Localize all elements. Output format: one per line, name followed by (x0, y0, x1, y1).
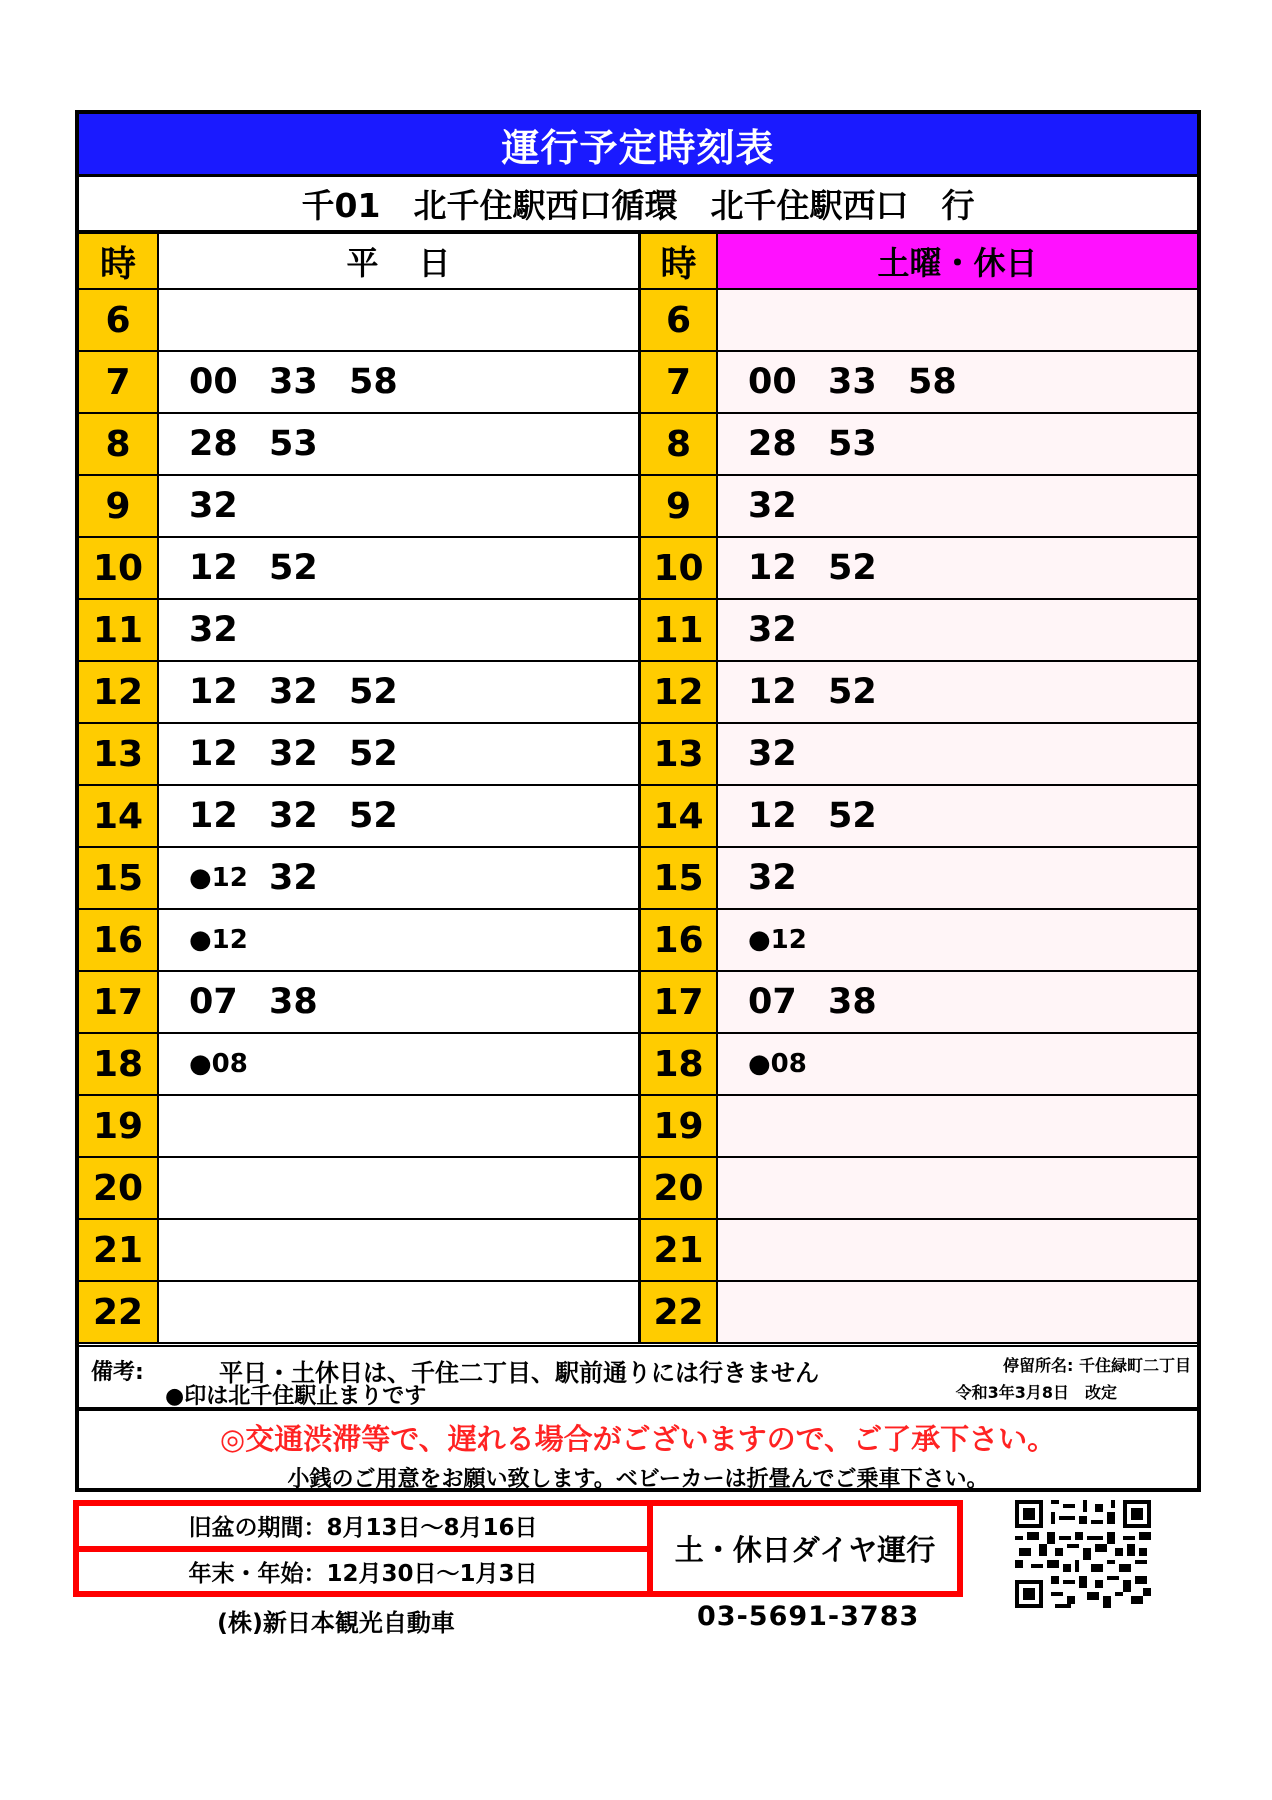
hour-cell: 13 (638, 724, 716, 786)
departure-time: 28 (189, 424, 238, 464)
table-row (79, 972, 1197, 1034)
hour-cell: 16 (638, 910, 716, 972)
hour-cell: 7 (79, 352, 157, 414)
hour-cell: 8 (638, 414, 716, 476)
holiday-times-cell (716, 414, 1197, 476)
hour-cell: 15 (638, 848, 716, 910)
timetable (79, 230, 1197, 1344)
departure-time: 32 (748, 486, 797, 526)
company-name: (株)新日本観光自動車 (217, 1609, 455, 1637)
hour-cell: 20 (79, 1158, 157, 1220)
weekday-times-cell (157, 352, 638, 414)
hour-cell: 9 (79, 476, 157, 538)
departure-time: ●12 (748, 925, 807, 955)
departure-time: 32 (269, 672, 318, 712)
departure-time: 12 (189, 548, 238, 588)
holiday-times-cell (716, 662, 1197, 724)
hour-cell: 7 (638, 352, 716, 414)
hour-cell: 18 (79, 1034, 157, 1096)
departure-time: 32 (269, 796, 318, 836)
departure-time: ●12 (189, 863, 248, 893)
holiday-times-cell (716, 1158, 1197, 1220)
weekday-times-cell (157, 538, 638, 600)
weekday-times-cell (157, 290, 638, 352)
departure-time: 52 (828, 672, 877, 712)
table-row (79, 1158, 1197, 1220)
notes-label: 備考: (91, 1360, 144, 1385)
departure-time: 52 (349, 734, 398, 774)
hour-cell: 21 (638, 1220, 716, 1282)
hour-cell: 17 (79, 972, 157, 1034)
weekday-times-cell (157, 1034, 638, 1096)
hour-cell: 10 (79, 538, 157, 600)
holiday-times-cell (716, 600, 1197, 662)
departure-time: 32 (748, 734, 797, 774)
weekday-times-cell (157, 724, 638, 786)
hour-cell: 9 (638, 476, 716, 538)
footer-message (79, 1407, 1197, 1492)
table-row (79, 786, 1197, 848)
departure-time: 52 (269, 548, 318, 588)
departure-time: 58 (908, 362, 957, 402)
notes (79, 1345, 1197, 1407)
hour-cell: 18 (638, 1034, 716, 1096)
revision-date: 令和3年3月8日 改定 (955, 1383, 1117, 1402)
departure-time: 32 (748, 610, 797, 650)
table-row (79, 538, 1197, 600)
table-row (79, 290, 1197, 352)
hour-cell: 22 (79, 1282, 157, 1344)
holiday-times-cell (716, 476, 1197, 538)
holiday-schedule-note: 土・休日ダイヤ運行 (647, 1506, 957, 1591)
departure-time: ●08 (748, 1049, 807, 1079)
holiday-times-cell (716, 538, 1197, 600)
route-name: 千01 北千住駅西口循環 北千住駅西口 行 (79, 174, 1197, 230)
departure-time: 12 (748, 672, 797, 712)
hour-cell: 12 (638, 662, 716, 724)
departure-time: 12 (189, 672, 238, 712)
weekday-times-cell (157, 848, 638, 910)
weekday-times-cell (157, 1282, 638, 1344)
holiday-times-cell (716, 786, 1197, 848)
departure-time: 33 (828, 362, 877, 402)
stop-name: 停留所名: 千住緑町二丁目 (1003, 1356, 1191, 1375)
departure-time: 12 (189, 734, 238, 774)
notes-line2: ●印は北千住駅止まりです (165, 1384, 427, 1409)
weekday-times-cell (157, 662, 638, 724)
timetable-sheet (75, 110, 1201, 1492)
holiday-times-cell (716, 1282, 1197, 1344)
hour-cell: 17 (638, 972, 716, 1034)
holiday-times-cell (716, 972, 1197, 1034)
notes-line1: 平日・土休日は、千住二丁目、駅前通りには行きません (219, 1359, 819, 1387)
departure-time: 32 (748, 858, 797, 898)
departure-time: 33 (269, 362, 318, 402)
table-row (79, 910, 1197, 972)
hour-header-holiday: 時 (638, 234, 716, 290)
special-schedule-box (73, 1500, 963, 1597)
table-row (79, 476, 1197, 538)
holiday-times-cell (716, 352, 1197, 414)
departure-time: 32 (269, 734, 318, 774)
hour-cell: 21 (79, 1220, 157, 1282)
hour-cell: 11 (79, 600, 157, 662)
departure-time: ●12 (189, 925, 248, 955)
departure-time: 52 (828, 548, 877, 588)
weekday-times-cell (157, 1158, 638, 1220)
hour-cell: 15 (79, 848, 157, 910)
hour-cell: 14 (638, 786, 716, 848)
hour-cell: 19 (79, 1096, 157, 1158)
weekday-times-cell (157, 910, 638, 972)
holiday-times-cell (716, 1034, 1197, 1096)
hour-header-weekday: 時 (79, 234, 157, 290)
holiday-header: 土曜・休日 (716, 234, 1197, 290)
holiday-times-cell (716, 724, 1197, 786)
hour-cell: 6 (638, 290, 716, 352)
holiday-times-cell (716, 848, 1197, 910)
hour-cell: 8 (79, 414, 157, 476)
departure-time: 00 (189, 362, 238, 402)
hour-cell: 12 (79, 662, 157, 724)
weekday-times-cell (157, 972, 638, 1034)
departure-time: 07 (189, 982, 238, 1022)
hour-cell: 6 (79, 290, 157, 352)
timetable-body (79, 290, 1197, 1344)
table-row (79, 1220, 1197, 1282)
table-row (79, 352, 1197, 414)
table-row (79, 662, 1197, 724)
holiday-times-cell (716, 910, 1197, 972)
obon-period: 旧盆の期間：8月13日～8月16日 (79, 1506, 647, 1552)
departure-time: 32 (189, 610, 238, 650)
departure-time: 52 (349, 672, 398, 712)
departure-time: 58 (349, 362, 398, 402)
table-row (79, 1034, 1197, 1096)
hour-cell: 22 (638, 1282, 716, 1344)
table-row (79, 848, 1197, 910)
departure-time: 52 (349, 796, 398, 836)
hour-cell: 10 (638, 538, 716, 600)
departure-time: 12 (748, 796, 797, 836)
table-row (79, 600, 1197, 662)
table-row (79, 724, 1197, 786)
hour-cell: 16 (79, 910, 157, 972)
hour-cell: 13 (79, 724, 157, 786)
hour-cell: 14 (79, 786, 157, 848)
departure-time: 32 (189, 486, 238, 526)
weekday-times-cell (157, 1220, 638, 1282)
weekday-header: 平日 (157, 234, 638, 290)
holiday-times-cell (716, 1220, 1197, 1282)
departure-time: 53 (828, 424, 877, 464)
departure-time: 52 (828, 796, 877, 836)
phone-number: 03-5691-3783 (697, 1601, 920, 1632)
weekday-times-cell (157, 476, 638, 538)
delay-warning: ◎交通渋滞等で、遅れる場合がございますので、ご了承下さい。 (219, 1422, 1057, 1456)
holiday-times-cell (716, 290, 1197, 352)
departure-time: 12 (189, 796, 238, 836)
newyear-period: 年末・年始：12月30日～1月3日 (188, 1560, 538, 1587)
hour-cell: 11 (638, 600, 716, 662)
boarding-note: 小銭のご用意をお願い致します。ベビーカーは折畳んでご乗車下さい。 (287, 1467, 989, 1492)
weekday-times-cell (157, 600, 638, 662)
departure-time: 53 (269, 424, 318, 464)
departure-time: 00 (748, 362, 797, 402)
table-row (79, 1282, 1197, 1344)
departure-time: 28 (748, 424, 797, 464)
weekday-times-cell (157, 786, 638, 848)
departure-time: 07 (748, 982, 797, 1022)
table-row (79, 1096, 1197, 1158)
special-periods (79, 1506, 647, 1591)
weekday-times-cell (157, 1096, 638, 1158)
weekday-times-cell (157, 414, 638, 476)
table-row (79, 414, 1197, 476)
departure-time: 32 (269, 858, 318, 898)
hour-cell: 19 (638, 1096, 716, 1158)
table-header-row (79, 234, 1197, 290)
hour-cell: 20 (638, 1158, 716, 1220)
departure-time: 12 (748, 548, 797, 588)
departure-time: 38 (828, 982, 877, 1022)
holiday-times-cell (716, 1096, 1197, 1158)
qr-code-icon[interactable] (1015, 1500, 1151, 1608)
departure-time: ●08 (189, 1049, 248, 1079)
departure-time: 38 (269, 982, 318, 1022)
page-title: 運行予定時刻表 (79, 114, 1197, 174)
